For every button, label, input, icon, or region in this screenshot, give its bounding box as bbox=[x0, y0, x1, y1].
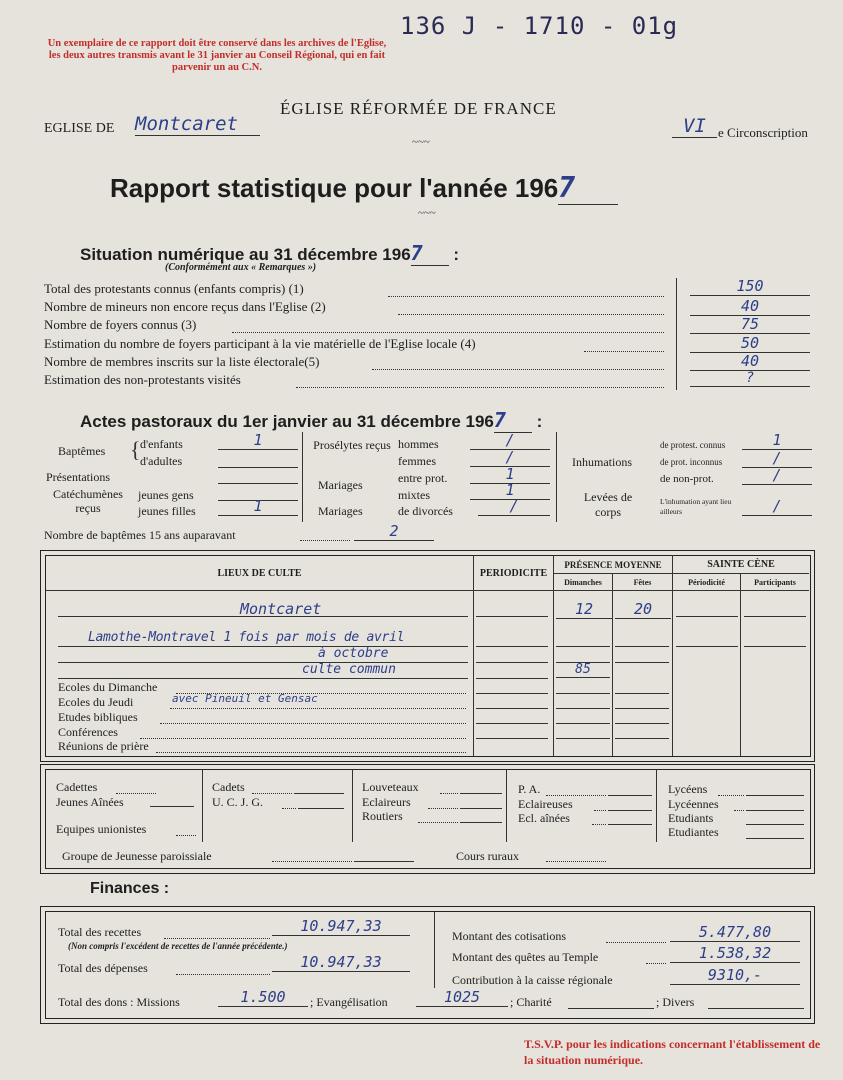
cadets-label: Cadets bbox=[212, 780, 245, 794]
actes-title-text: Actes pastoraux du 1er janvier au 31 décembre 196 bbox=[80, 412, 494, 431]
cours-label: Cours ruraux bbox=[456, 849, 519, 863]
quetes-label: Montant des quêtes au Temple bbox=[452, 950, 599, 964]
ornament-divider-1: ~~~ bbox=[412, 136, 430, 148]
mixtes-value: 1 bbox=[470, 481, 550, 500]
archive-reference: 136 J - 1710 - 01g bbox=[400, 12, 679, 40]
col-dimanches-header: Dimanches bbox=[564, 578, 602, 587]
charite-label: ; Charité bbox=[510, 995, 552, 1009]
non-prot-value: / bbox=[742, 466, 812, 485]
jeunes-filles-value: 1 bbox=[218, 497, 298, 516]
cotisations-label: Montant des cotisations bbox=[452, 929, 566, 943]
femmes-value: / bbox=[470, 448, 550, 467]
evangelisation-value: 1025 bbox=[416, 988, 508, 1007]
prot-inconnus-value: / bbox=[742, 449, 812, 468]
culte-entry-4-dim: 85 bbox=[556, 662, 610, 678]
hommes-value: / bbox=[470, 431, 550, 450]
bapt15-value: 2 bbox=[354, 522, 434, 541]
inhumation-ailleurs-label: L'inhumation ayant lieu ailleurs bbox=[660, 497, 732, 516]
footer-note: T.S.V.P. pour les indications concernant l'établissement de la situation numérique. bbox=[524, 1037, 821, 1067]
etudiantes-label: Etudiantes bbox=[668, 825, 719, 839]
levees-label: Levées de corps bbox=[583, 490, 633, 519]
situation-subtitle: (Conformément aux « Remarques ») bbox=[165, 262, 317, 273]
hommes-label: hommes bbox=[398, 437, 439, 451]
louveteaux-label: Louveteaux bbox=[362, 780, 419, 794]
femmes-label: femmes bbox=[398, 454, 436, 468]
circonscription-label: e Circonscription bbox=[718, 125, 808, 140]
pa-label: P. A. bbox=[518, 782, 541, 796]
sit-row-3-label: Nombre de foyers connus (3) bbox=[44, 317, 197, 332]
actes-year: 7 bbox=[494, 408, 532, 433]
sit-row-2-value: 40 bbox=[690, 297, 810, 316]
col-lieux-header: LIEUX DE CULTE bbox=[217, 568, 302, 579]
ornament-divider-2: ~~~ bbox=[418, 207, 436, 219]
col-cene-header: SAINTE CÈNE bbox=[707, 559, 775, 570]
prot-inconnus-label: de prot. inconnus bbox=[660, 457, 723, 467]
ecoles-jeudi-value: avec Pineuil et Gensac bbox=[172, 692, 318, 705]
depenses-value: 10.947,33 bbox=[272, 953, 410, 972]
ucjg-label: U. C. J. G. bbox=[212, 795, 264, 809]
reunions-label: Réunions de prière bbox=[58, 739, 149, 753]
lyceennes-label: Lycéennes bbox=[668, 797, 719, 811]
situation-title: Situation numérique au 31 décembre 1967 : bbox=[80, 241, 460, 265]
bapt-enfants-label: d'enfants bbox=[140, 437, 183, 451]
de-protest-label: de protest. connus bbox=[660, 440, 726, 450]
jeunes-gens-label: jeunes gens bbox=[138, 488, 194, 502]
culte-entry-2: Lamothe-Montravel 1 fois par mois de avril bbox=[88, 630, 405, 645]
sit-row-6-label: Estimation des non-protestants visités bbox=[44, 372, 241, 387]
baptemes-label: Baptêmes bbox=[58, 444, 106, 458]
divorces-value: / bbox=[478, 497, 550, 516]
jeunes-filles-label: jeunes filles bbox=[138, 504, 196, 518]
routiers-label: Routiers bbox=[362, 809, 403, 823]
actes-title: Actes pastoraux du 1er janvier au 31 décembre 1967 : bbox=[80, 408, 543, 432]
mariages2-label: Mariages bbox=[318, 504, 363, 518]
bapt15-label: Nombre de baptêmes 15 ans auparavant bbox=[44, 528, 236, 542]
inhumations-label: Inhumations bbox=[572, 455, 632, 469]
ecoles-jeudi-label: Ecoles du Jeudi bbox=[58, 695, 134, 709]
mixtes-label: mixtes bbox=[398, 488, 430, 502]
entre-prot-value: 1 bbox=[470, 465, 550, 484]
groupe-label: Groupe de Jeunesse paroissiale bbox=[62, 849, 212, 863]
equipes-label: Equipes unionistes bbox=[56, 822, 147, 836]
lyceens-label: Lycéens bbox=[668, 782, 708, 796]
sit-row-3-value: 75 bbox=[690, 315, 810, 334]
sit-row-2-label: Nombre de mineurs non encore reçus dans l'Eglise (2) bbox=[44, 299, 326, 314]
ecl-ainees-label: Ecl. aînées bbox=[518, 811, 570, 825]
inhumation-ailleurs-value: / bbox=[742, 497, 812, 516]
recettes-note: (Non compris l'excédent de recettes de l'année précédente.) bbox=[68, 941, 288, 951]
col-periodicite-header: PERIODICITE bbox=[479, 568, 548, 579]
evangelisation-label: ; Evangélisation bbox=[310, 995, 388, 1009]
sit-row-6-value: ? bbox=[690, 370, 810, 387]
contribution-value: 9310,- bbox=[670, 966, 800, 985]
presentations-label: Présentations bbox=[46, 470, 110, 484]
situation-year: 7 bbox=[411, 241, 449, 266]
jeunes-ainees-label: Jeunes Aînées bbox=[56, 795, 124, 809]
catechumenes-label: Catéchumènes reçus bbox=[53, 487, 123, 515]
sit-row-4-value: 50 bbox=[690, 334, 810, 353]
main-title-text: Rapport statistique pour l'année 196 bbox=[110, 173, 559, 203]
sit-row-1-label: Total des protestants connus (enfants compris) (1) bbox=[44, 281, 304, 296]
culte-entry-1-dim: 12 bbox=[556, 600, 612, 619]
culte-entry-4: culte commun bbox=[302, 662, 396, 677]
finances-title: Finances : bbox=[90, 880, 170, 897]
church-header: ÉGLISE RÉFORMÉE DE FRANCE bbox=[280, 99, 557, 118]
eclaireuses-label: Eclaireuses bbox=[518, 797, 573, 811]
de-protest-value: 1 bbox=[742, 431, 812, 450]
sit-row-5-value: 40 bbox=[690, 352, 810, 371]
main-title-year: 7 bbox=[558, 171, 618, 205]
col-presence-header: PRÉSENCE MOYENNE bbox=[564, 560, 662, 570]
culte-entry-1-fetes: 20 bbox=[615, 600, 671, 619]
culte-entry-3: à octobre bbox=[318, 646, 389, 661]
dons-label: Total des dons : Missions bbox=[58, 995, 180, 1009]
quetes-value: 1.538,32 bbox=[670, 944, 800, 963]
circonscription-value: VI bbox=[672, 115, 717, 138]
bapt-adultes-label: d'adultes bbox=[140, 454, 183, 468]
proselytes-label: Prosélytes reçus bbox=[313, 438, 391, 452]
depenses-label: Total des dépenses bbox=[58, 961, 148, 975]
ecoles-dimanche-label: Ecoles du Dimanche bbox=[58, 680, 158, 694]
cotisations-value: 5.477,80 bbox=[670, 923, 800, 942]
divers-label: ; Divers bbox=[656, 995, 695, 1009]
archive-note: Un exemplaire de ce rapport doit être conservé dans les archives de l'Eglise, les deux autres transmis avant le 31 janvier au Conseil Régional, qui en fait parvenir un au C.N. bbox=[47, 38, 387, 73]
cadettes-label: Cadettes bbox=[56, 780, 98, 794]
col-fetes-header: Fêtes bbox=[633, 578, 652, 587]
recettes-label: Total des recettes bbox=[58, 925, 142, 939]
recettes-value: 10.947,33 bbox=[272, 917, 410, 936]
sit-row-4-label: Estimation du nombre de foyers participant à la vie matérielle de l'Eglise locale (4) bbox=[44, 336, 476, 351]
situation-title-text: Situation numérique au 31 décembre 196 bbox=[80, 245, 411, 264]
divorces-label: de divorcés bbox=[398, 504, 453, 518]
conferences-label: Conférences bbox=[58, 725, 118, 739]
sit-row-5-label: Nombre de membres inscrits sur la liste électorale(5) bbox=[44, 354, 320, 369]
missions-value: 1.500 bbox=[218, 988, 308, 1007]
col-cene-part-header: Participants bbox=[754, 578, 796, 587]
sit-row-1-value: 150 bbox=[690, 277, 810, 296]
eclaireurs-label: Eclaireurs bbox=[362, 795, 411, 809]
eglise-label: EGLISE DE bbox=[44, 121, 115, 136]
etudiants-label: Etudiants bbox=[668, 811, 714, 825]
mariages-label: Mariages bbox=[318, 478, 363, 492]
contribution-label: Contribution à la caisse régionale bbox=[452, 973, 613, 987]
etudes-label: Etudes bibliques bbox=[58, 710, 138, 724]
non-prot-label: de non-prot. bbox=[660, 473, 714, 485]
entre-prot-label: entre prot. bbox=[398, 471, 448, 485]
col-cene-period-header: Périodicité bbox=[688, 578, 725, 587]
culte-entry-1: Montcaret bbox=[240, 600, 322, 618]
main-title bbox=[110, 171, 618, 205]
eglise-value: Montcaret bbox=[135, 113, 260, 136]
bapt-enfants-value: 1 bbox=[218, 431, 298, 450]
